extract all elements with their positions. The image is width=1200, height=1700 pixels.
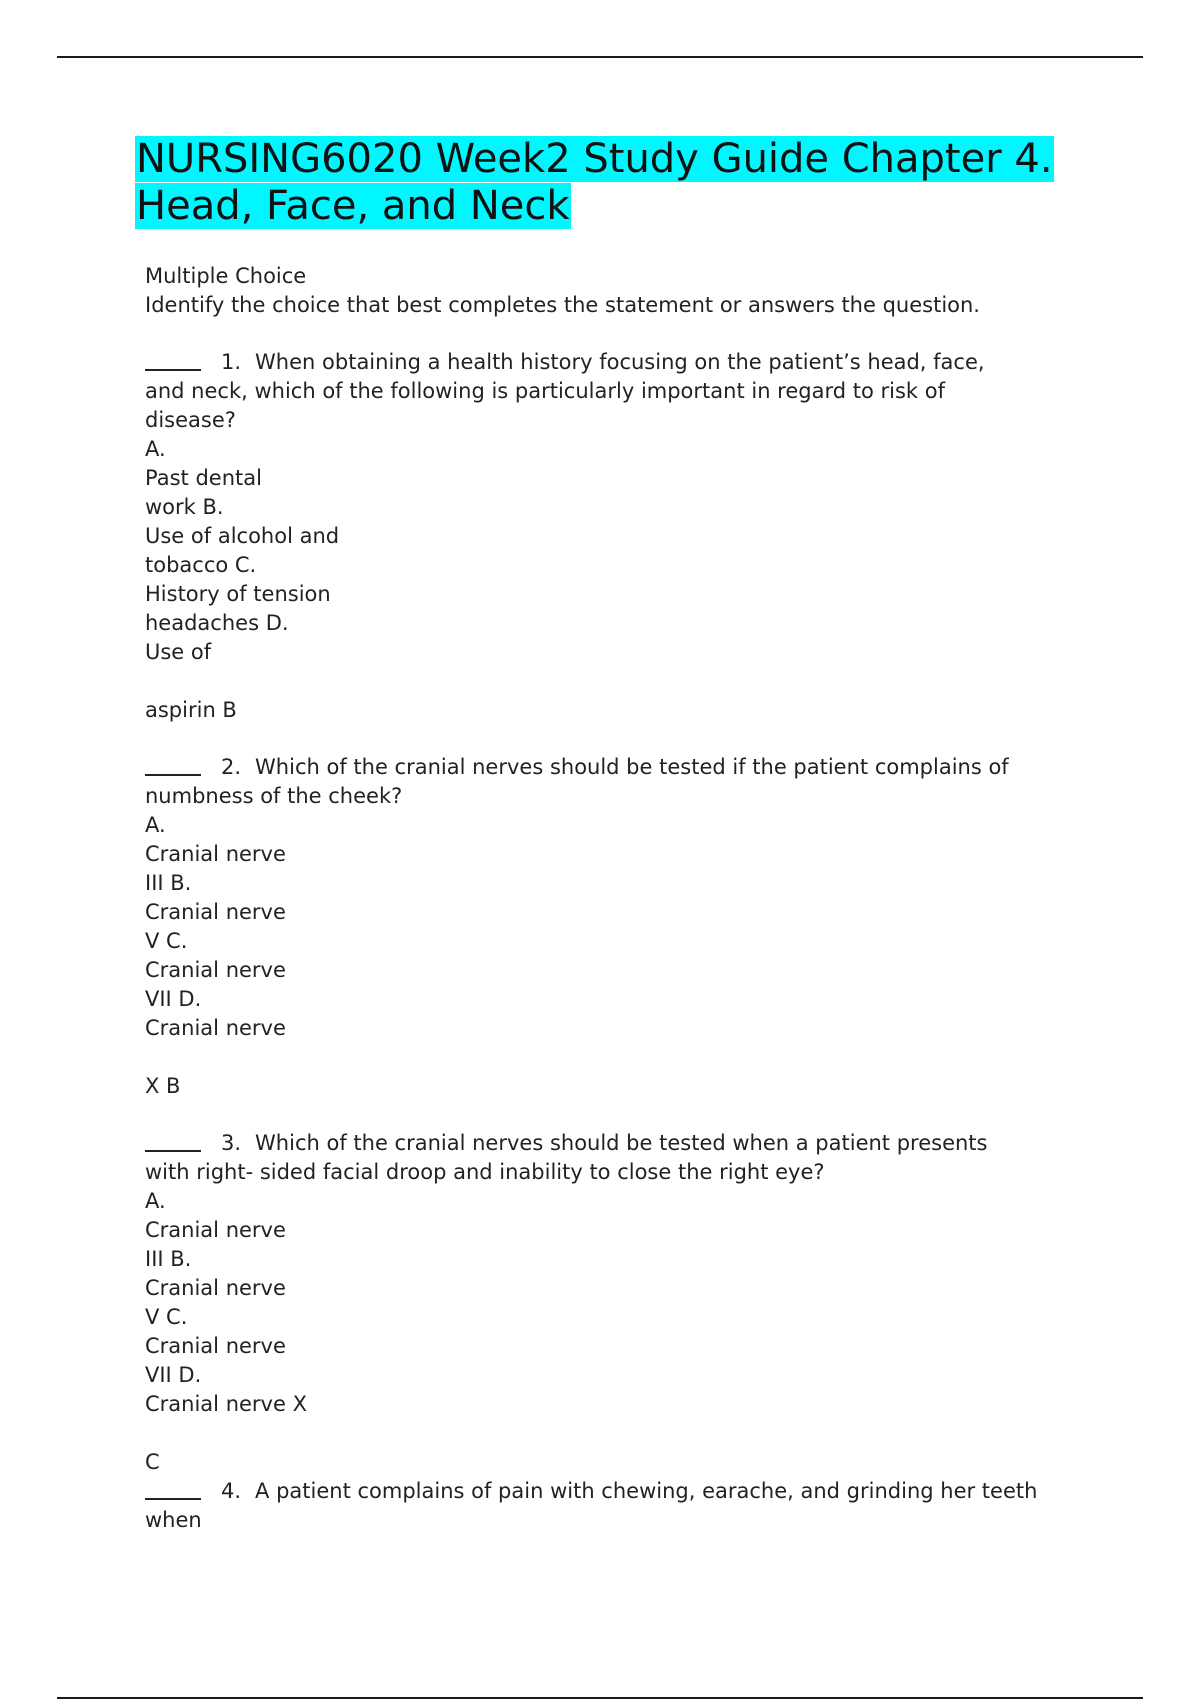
question-1 (145, 348, 1105, 725)
option-line: Cranial nerve (145, 842, 286, 866)
option-line: A. (145, 437, 166, 461)
option-line: Cranial nerve (145, 900, 286, 924)
answer-blank (145, 760, 201, 776)
question-stem-line: with right- sided facial droop and inability to close the right eye? (145, 1160, 825, 1184)
option-line: tobacco C. (145, 553, 257, 577)
option-line: Cranial nerve (145, 958, 286, 982)
document-body (145, 262, 1105, 1535)
option-line: V C. (145, 1305, 188, 1329)
option-line: A. (145, 1189, 166, 1213)
option-line: A. (145, 813, 166, 837)
question-3 (145, 1129, 1105, 1477)
option-line: V C. (145, 929, 188, 953)
option-line: VII D. (145, 1363, 202, 1387)
option-line: Cranial nerve (145, 1016, 286, 1040)
section-instructions: Identify the choice that best completes the statement or answers the question. (145, 293, 980, 317)
title-line-1: NURSING6020 Week2 Study Guide Chapter 4. (136, 136, 1053, 182)
option-line: Use of (145, 640, 212, 664)
option-line: Cranial nerve (145, 1334, 286, 1358)
question-number: 1. (221, 350, 242, 374)
question-stem-line: 3. Which of the cranial nerves should be tested when a patient presents (145, 1129, 1105, 1158)
section-heading: Multiple Choice (145, 264, 307, 288)
answer-blank (145, 355, 201, 371)
option-line: III B. (145, 1247, 192, 1271)
title-line-2: Head, Face, and Neck (136, 183, 570, 229)
option-line: Cranial nerve (145, 1276, 286, 1300)
document-title (135, 136, 1095, 230)
answer-blank (145, 1136, 201, 1152)
question-number: 4. (221, 1479, 242, 1503)
option-line: History of tension (145, 582, 331, 606)
question-2 (145, 753, 1105, 1101)
option-line: headaches D. (145, 611, 289, 635)
question-stem-line: and neck, which of the following is particularly important in regard to risk of (145, 379, 945, 403)
question-number: 3. (221, 1131, 242, 1155)
answer-blank (145, 1484, 201, 1500)
option-line: work B. (145, 495, 224, 519)
question-4 (145, 1477, 1105, 1535)
option-line: Cranial nerve X (145, 1392, 307, 1416)
top-divider (57, 56, 1143, 58)
question-stem-line: 1. When obtaining a health history focusing on the patient’s head, face, (145, 348, 1105, 377)
question-stem-line: numbness of the cheek? (145, 784, 403, 808)
option-line: Past dental (145, 466, 262, 490)
question-stem-line: 2. Which of the cranial nerves should be tested if the patient complains of (145, 753, 1105, 782)
answer-line: C (145, 1450, 160, 1474)
answer-line: X B (145, 1074, 181, 1098)
bottom-divider (57, 1697, 1143, 1699)
question-number: 2. (221, 755, 242, 779)
option-line: Use of alcohol and (145, 524, 340, 548)
option-line: III B. (145, 871, 192, 895)
answer-line: aspirin B (145, 698, 237, 722)
option-line: VII D. (145, 987, 202, 1011)
question-stem-line: 4. A patient complains of pain with chewing, earache, and grinding her teeth (145, 1477, 1105, 1506)
question-stem-line: disease? (145, 408, 236, 432)
option-line: Cranial nerve (145, 1218, 286, 1242)
question-stem-line: when (145, 1508, 202, 1532)
